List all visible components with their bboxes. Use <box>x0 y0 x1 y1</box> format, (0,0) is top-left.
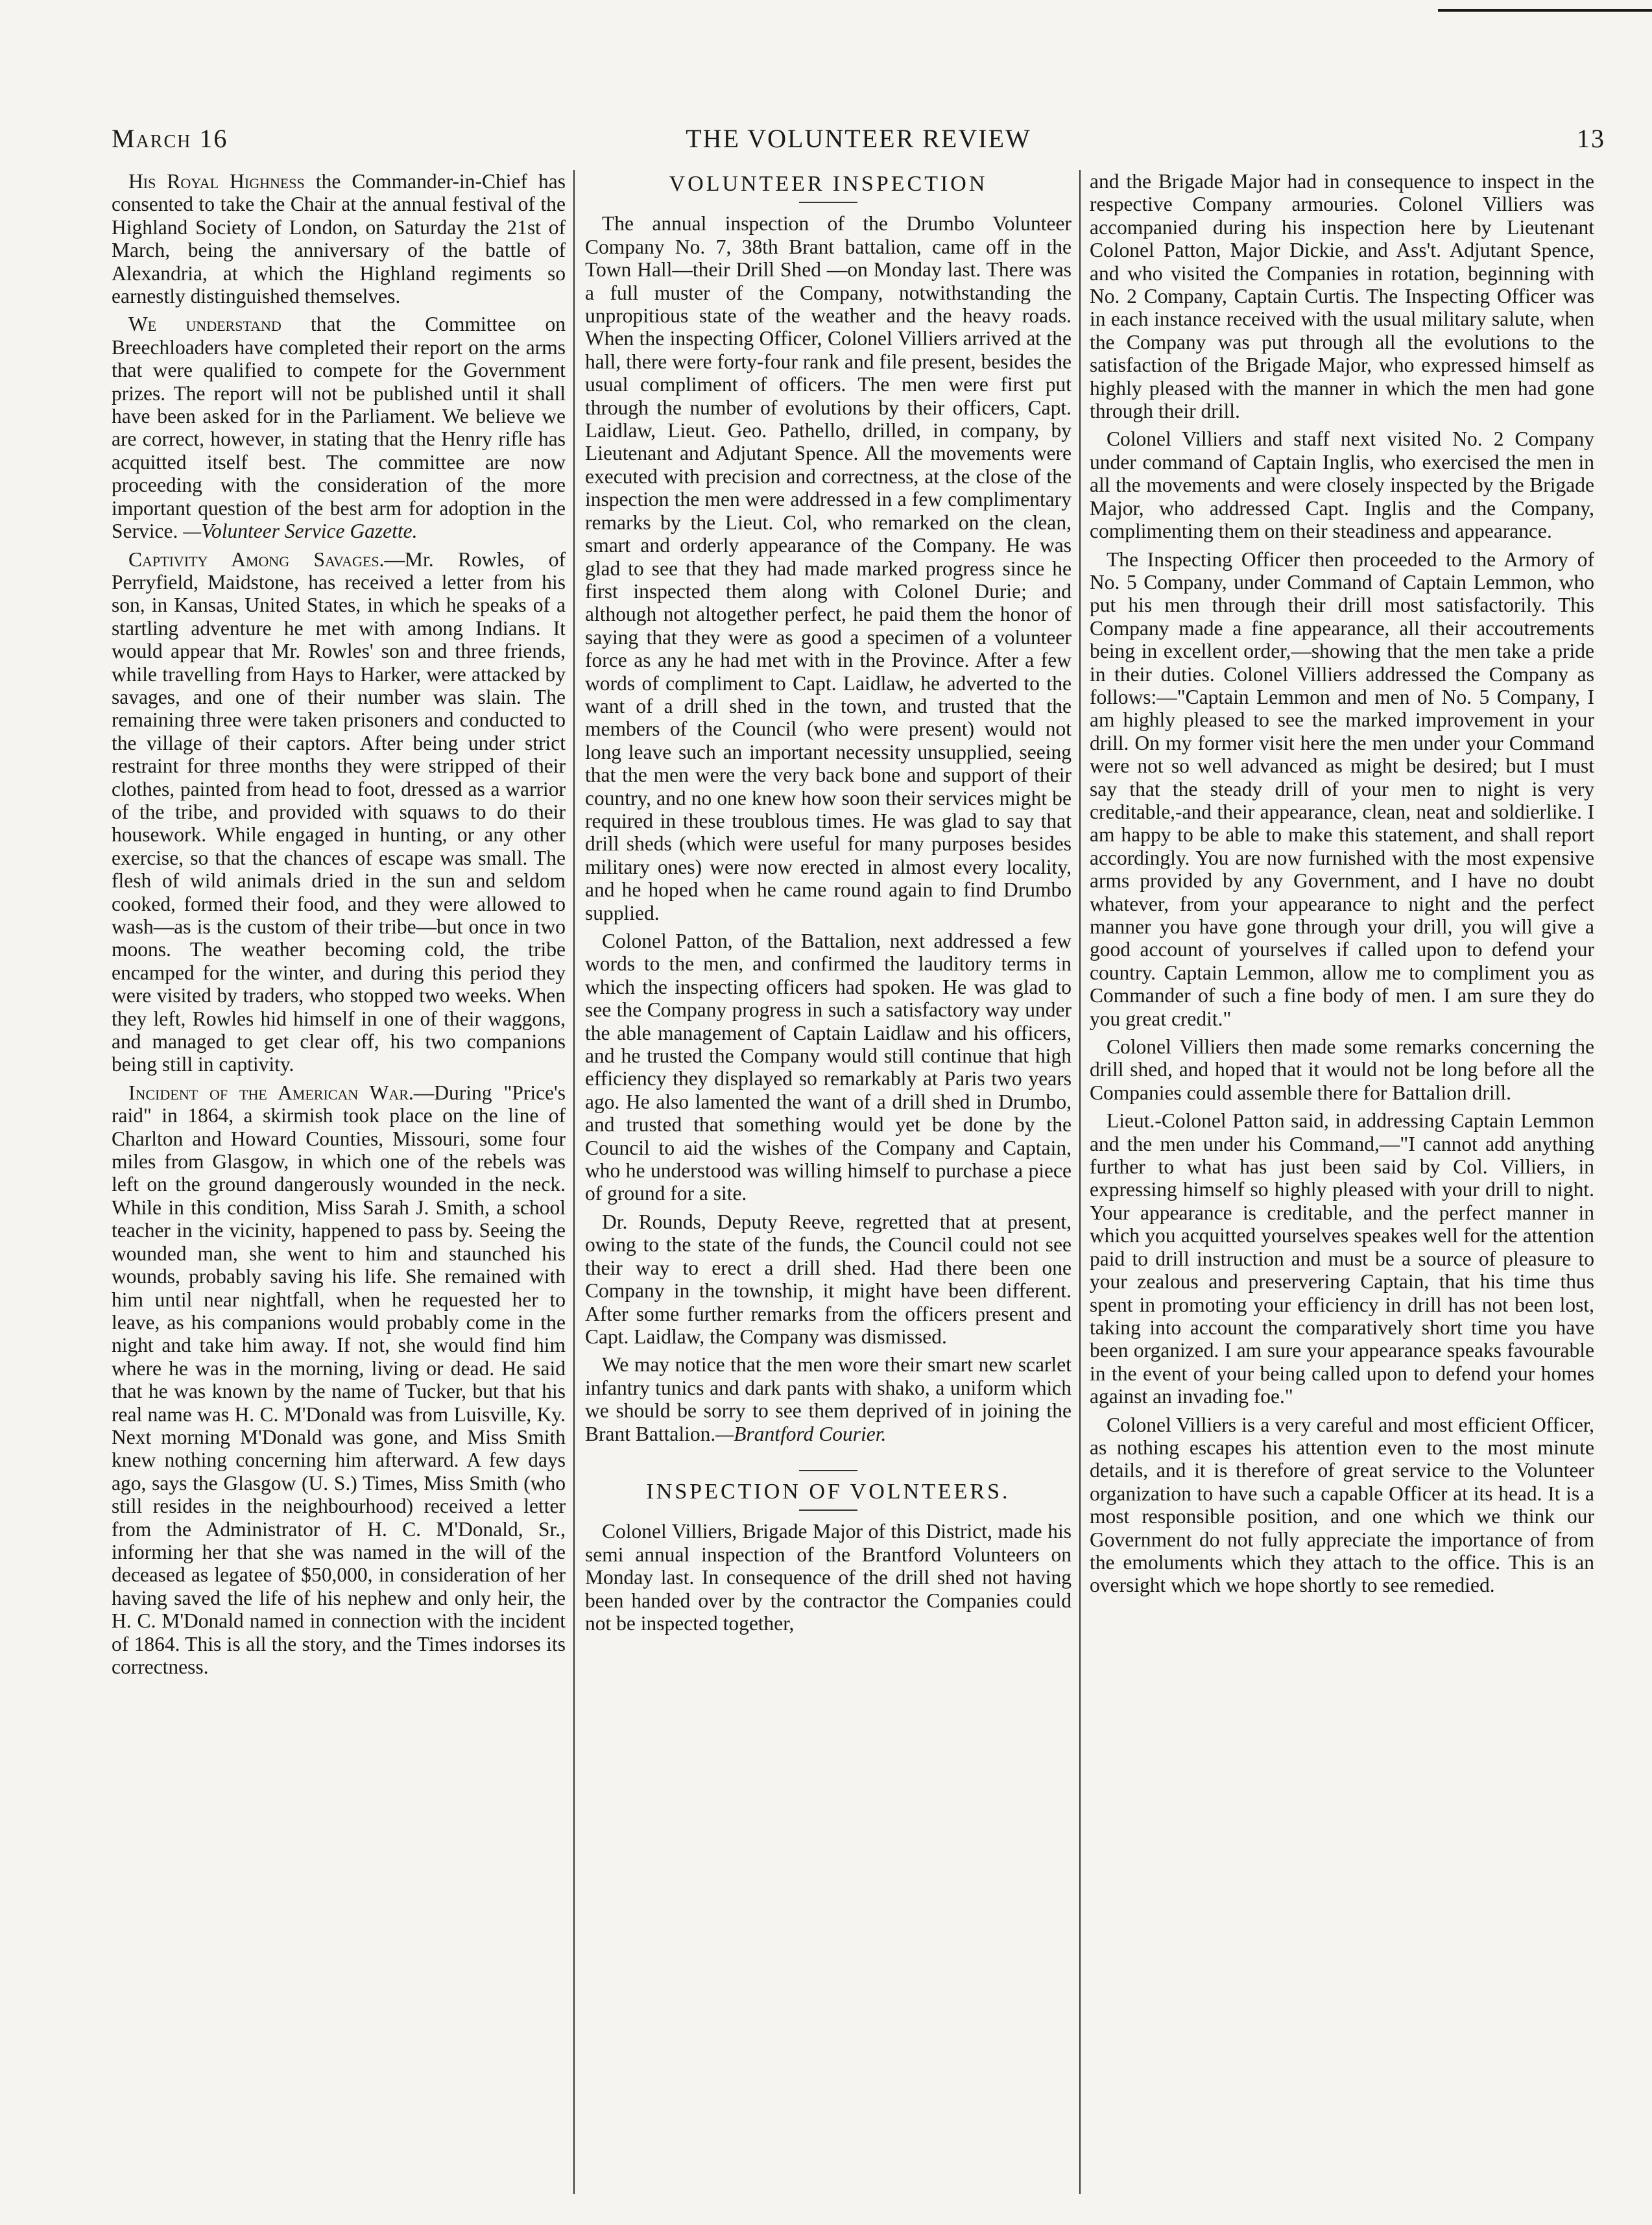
paragraph: Colonel Villiers then made some remarks concerning the drill shed, and hoped that it would not be long before all the Companies could assemble there for Battalion drill. <box>1090 1035 1594 1104</box>
paragraph: The Inspecting Officer then proceeded to the Armory of No. 5 Company, under Command of Captain Lemmon, who put his men through their drill most satisfactorily. This Company made a fine appearance, all their accoutrements being in excellent order,—showing that the men take a pride in their duties. Colonel Villiers addressed the Company as follows:—"Captain Lemmon and men of No. 5 Company, I am highly pleased to see the marked improvement in your drill. On my former visit here the men under your Command were not so well advanced as might be desired; but I must say that the steady drill of your men to night is very creditable,-and their appearance, clean, neat and soldierlike. I am happy to be able to make this statement, and shall report accordingly. You are now furnished with the most expensive arms provided by any Government, and I have no doubt whatever, from your appearance to night and the perfect manner you have gone through your drill, you will give a good account of yourselves if called upon to defend your country. Captain Lemmon, allow me to compliment you as Commander of such a fine body of men. I am sure they do you great credit." <box>1090 547 1594 1030</box>
article-highland-society <box>112 170 566 307</box>
paragraph: The annual inspection of the Drumbo Volunteer Company No. 7, 38th Brant battalion, came off in the Town Hall—their Drill Shed —on Monday last. There was a full muster of the Company, notwithstanding the unpropitious state of the weather and the heavy roads. When the inspecting Officer, Colonel Villiers arrived at the hall, there were forty-four rank and file present, besides the usual compliment of officers. The men were first put through the number of evolutions by their officers, Capt. Laidlaw, Lieut. Geo. Pathello, drilled, in company, by Lieutenant and Adjutant Spence. All the movements were executed with precision and correctness, at the close of the inspection the men were addressed in a few complimentary remarks by the Lieut. Col, who remarked on the clean, smart and orderly appearance of the Company. He was glad to see that they had made marked progress since he first inspected them along with Colonel Durie; and although not altogether perfect, he paid them the honor of saying that they were as good a specimen of a volunteer force as any he had met with in the Province. After a few words of compliment to Capt. Laidlaw, he adverted to the want of a drill shed in the town, and trusted that the members of the Council (who were present) would not long leave such an important necessity unsupplied, seeing that the men were the very back bone and support of their country, and no one knew how soon their services might be required in these troublous times. He was glad to say that drill sheds (which were useful for many purposes besides military ones) were now erected in almost every locality, and he hoped when he came round again to find Drumbo supplied. <box>585 212 1071 924</box>
column-divider <box>573 170 575 2194</box>
paragraph: Colonel Villiers and staff next visited No. 2 Company under command of Captain Inglis, who exercised the men in all the movements and were closely inspected by the Brigade Major, who addressed Capt. Inglis and the Company, complimenting them on their steadiness and appearance. <box>1090 427 1594 543</box>
article-lead: We understand <box>128 313 281 336</box>
page-header <box>112 123 1605 162</box>
heading-rule <box>799 1470 857 1471</box>
article-lead: Incident of the American War. <box>128 1081 414 1104</box>
column-3 <box>1090 170 1594 2200</box>
issue-date: March 16 <box>112 124 228 153</box>
paragraph: and the Brigade Major had in consequence to inspect in the respective Company armouries. Colonel Villiers was accompanied during his inspection here by Lieutenant Colonel Patton, Major Dickie, and Ass't. Adjutant Spence, and who visited the Companies in rotation, beginning with No. 2 Company, Captain Curtis. The Inspecting Officer was in each instance received with the usual military salute, when the Company was put through all the evolutions to the satisfaction of the Brigade Major, who expressed himself as highly pleased with the manner in which the men had gone through their drill. <box>1090 170 1594 423</box>
column-divider <box>1079 170 1081 2194</box>
section-heading: VOLUNTEER INSPECTION <box>669 172 988 196</box>
paragraph: Lieut.-Colonel Patton said, in addressing Captain Lemmon and the men under his Command,—"I cannot add anything further to what has just been said by Col. Villiers, in expressing himself so highly pleased with your drill to night. Your appearance is creditable, and the perfect manner in which you acquitted yourselves speakes well for the attention paid to drill instruction and must be a source of pleasure to your zealous and preservering Captain, that his time thus spent in promoting your efficiency in drill has not been lost, taking into account the comparatively short time you have been organized. I am sure your appearance speaks favourable in the event of your being called upon to defend your homes against an invading foe." <box>1090 1109 1594 1408</box>
paragraph: Dr. Rounds, Deputy Reeve, regretted that at present, owing to the state of the funds, the Council could not see their way to erect a drill shed. Had there been one Company in the township, it might have been different. After some further remarks from the officers present and Capt. Laidlaw, the Company was dismissed. <box>585 1210 1071 1348</box>
article-breechloaders <box>112 313 566 542</box>
article-lead: His Royal Highness <box>128 170 305 193</box>
paragraph: Colonel Patton, of the Battalion, next addressed a few words to the men, and confirmed the lauditory terms in which the inspecting officers had spoken. He was glad to see the Company progress in such a satisfactory way under the able management of Captain Laidlaw and his officers, and he trusted the Company would still continue that high efficiency they displayed so remarkably at Paris two years ago. He also lamented the want of a drill shed in Drumbo, and trusted that something would yet be done by the Council to aid the wishes of the Company and Captain, who he understood was willing himself to purchase a piece of ground for a site. <box>585 930 1071 1205</box>
article-body: —Mr. Rowles, of Perryfield, Maidstone, has received a letter from his son, in Kansas, United States, in which he speaks of a startling adventure he met with among Indians. It would appear that Mr. Rowles' son and three friends, while travelling from Hays to Harker, were attacked by savages, and one of their number was slain. The remaining three were taken prisoners and conducted to the village of their captors. After being under strict restraint for three months they were stripped of their clothes, painted from head to foot, dressed as a warrior of the tribe, and provided with squaws to do their housework. While engaged in hunting, or any other exercise, so that the chances of escape was small. The flesh of wild animals dried in the sun and seldom cooked, formed their food, and they were allowed to wash—as is the custom of their tribe—but once in two moons. The weather becoming cold, the tribe encamped for the winter, and during this period they were visited by traders, who stopped two weeks. When they left, Rowles hid himself in one of their waggons, and managed to get clear off, his two companions being still in captivity. <box>112 547 566 1076</box>
page-number: 13 <box>1577 124 1605 153</box>
section-heading: INSPECTION OF VOLNTEERS. <box>646 1479 1011 1504</box>
column-2 <box>585 170 1071 2200</box>
article-source: —Volunteer Service Gazette. <box>183 520 418 543</box>
heading-rule <box>799 1509 857 1511</box>
heading-rule <box>799 202 857 203</box>
top-corner-rule <box>1438 9 1652 12</box>
article-captivity <box>112 548 566 1076</box>
newspaper-title: THE VOLUNTEER REVIEW <box>686 124 1031 153</box>
article-lead: Captivity Among Savages. <box>128 547 385 571</box>
paragraph <box>585 1353 1071 1445</box>
article-body: the Commander-in-Chief has consented to take the Chair at the annual festival of the Highland Society of London, on Saturday the 21st of March, being the anniversary of the battle of Alexandria, at which the Highland regiments so earnestly distinguished themselves. <box>112 170 566 308</box>
article-american-war <box>112 1081 566 1679</box>
paragraph-text: We may notice that the men wore their smart new scarlet infantry tunics and dark pants with shako, a uniform which we should be sorry to see them deprived of in joining the Brant Battalion. <box>585 1353 1071 1445</box>
paragraph: Colonel Villiers is a very careful and most efficient Officer, as nothing escapes his attention even to the most minute details, and it is therefore of great service to the Volunteer organization to have such a capable Officer at its head. It is a most responsible position, and one which we think our Government do not fully appreciate the importance of from the emoluments which they attach to the office. This is an oversight which we hope shortly to see remedied. <box>1090 1413 1594 1597</box>
article-body: that the Committee on Breechloaders have completed their report on the arms that were qualified to compete for the Government prizes. The report will not be published until it shall have been asked for in the Parliament. We believe we are correct, however, in stating that the Henry rifle has acquitted itself best. The committee are now proceeding with the consideration of the more important question of the best arm for adoption in the Service. <box>112 313 566 543</box>
article-source: —Brantford Courier. <box>715 1422 887 1445</box>
column-1 <box>112 170 566 2200</box>
article-body: —During "Price's raid" in 1864, a skirmish took place on the line of Charlton and Howard Counties, Missouri, some four miles from Glasgow, in which one of the rebels was left on the ground dangerously wounded in the neck. While in this condition, Miss Sarah J. Smith, a school teacher in the vicinity, happened to pass by. Seeing the wounded man, she went to him and staunched his wounds, probably saving his life. She remained with him until near nightfall, when he requested her to leave, as his companions would probably come in the night and take him away. If not, she would find him where he was in the morning, living or dead. He said that he was known by the name of Tucker, but that his real name was H. C. M'Donald was from Luisville, Ky. Next morning M'Donald was gone, and Miss Smith knew nothing concerning him afterward. A few days ago, says the Glasgow (U. S.) Times, Miss Smith (who still resides in the neighbourhood) received a letter from the Administrator of H. C. M'Donald, Sr., informing her that she was named in the will of the deceased as legatee of $50,000, in consideration of her having saved the life of his nephew and only heir, the H. C. M'Donald named in connection with the incident of 1864. This is all the story, and the Times indorses its correctness. <box>112 1081 566 1678</box>
paragraph: Colonel Villiers, Brigade Major of this District, made his semi annual inspection of the Brantford Volunteers on Monday last. In consequence of the drill shed not having been handed over by the contractor the Companies could not be inspected together, <box>585 1520 1071 1635</box>
